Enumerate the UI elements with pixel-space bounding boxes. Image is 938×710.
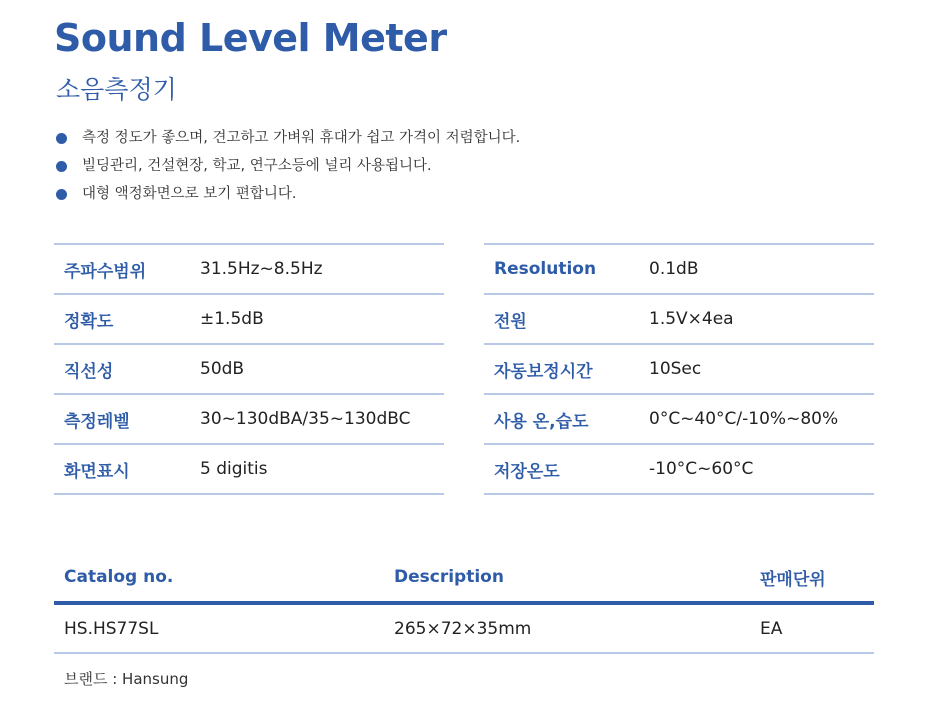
spec-value: 30~130dBA/35~130dBC <box>200 394 444 444</box>
spec-row <box>484 394 874 444</box>
product-title: Sound Level Meter <box>54 16 447 60</box>
spec-row <box>484 294 874 344</box>
spec-row <box>54 344 444 394</box>
spec-row <box>484 444 874 494</box>
spec-row <box>54 294 444 344</box>
spec-label: Resolution <box>484 244 649 294</box>
feature-text: 빌딩관리, 건설현장, 학교, 연구소등에 널리 사용됩니다. <box>82 158 432 174</box>
spec-row <box>54 394 444 444</box>
spec-label: 자동보정시간 <box>484 344 649 394</box>
bullet-icon <box>56 161 67 172</box>
spec-row <box>54 244 444 294</box>
spec-value: -10°C~60°C <box>649 444 874 494</box>
catalog-unit: EA <box>760 603 874 653</box>
catalog-number: HS.HS77SL <box>54 603 394 653</box>
spec-table-left <box>54 243 444 495</box>
spec-label: 주파수범위 <box>54 244 200 294</box>
spec-row <box>484 244 874 294</box>
feature-text: 대형 액정화면으로 보기 편합니다. <box>82 186 297 202</box>
spec-value: 50dB <box>200 344 444 394</box>
feature-list <box>56 124 520 208</box>
table-row <box>54 603 874 653</box>
spec-label: 전원 <box>484 294 649 344</box>
feature-item <box>56 180 520 208</box>
spec-table-right <box>484 243 874 495</box>
spec-value: 1.5V×4ea <box>649 294 874 344</box>
catalog-header-unit: 판매단위 <box>760 553 874 603</box>
spec-label: 저장온도 <box>484 444 649 494</box>
feature-item <box>56 124 520 152</box>
spec-value: 0°C~40°C/-10%~80% <box>649 394 874 444</box>
spec-label: 직선성 <box>54 344 200 394</box>
spec-row <box>54 444 444 494</box>
catalog-header-catalog-no: Catalog no. <box>54 553 394 603</box>
spec-label: 사용 온,습도 <box>484 394 649 444</box>
catalog-header-description: Description <box>394 553 760 603</box>
spec-label: 측정레벨 <box>54 394 200 444</box>
spec-value: 10Sec <box>649 344 874 394</box>
bullet-icon <box>56 133 67 144</box>
spec-label: 화면표시 <box>54 444 200 494</box>
feature-item <box>56 152 520 180</box>
feature-text: 측정 정도가 좋으며, 견고하고 가벼워 휴대가 쉽고 가격이 저렴합니다. <box>82 130 521 146</box>
product-subtitle: 소음측정기 <box>56 75 177 104</box>
catalog-header-row <box>54 553 874 603</box>
spec-value: 5 digitis <box>200 444 444 494</box>
catalog-table <box>54 553 874 654</box>
spec-row <box>484 344 874 394</box>
spec-value: ±1.5dB <box>200 294 444 344</box>
spec-value: 31.5Hz~8.5Hz <box>200 244 444 294</box>
catalog-description: 265×72×35mm <box>394 603 760 653</box>
spec-label: 정확도 <box>54 294 200 344</box>
brand-label: 브랜드 : Hansung <box>64 670 189 688</box>
spec-value: 0.1dB <box>649 244 874 294</box>
bullet-icon <box>56 189 67 200</box>
